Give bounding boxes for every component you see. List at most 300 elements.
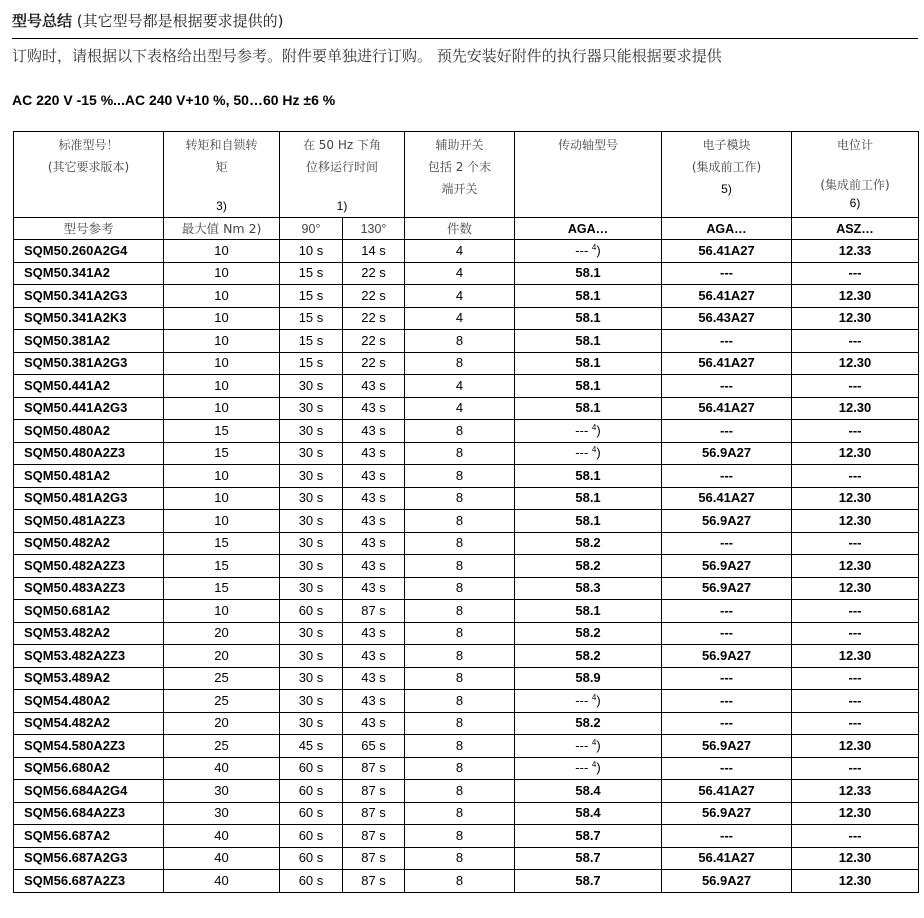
cell-shaft: 58.7 — [515, 825, 662, 848]
footnote-marker: 4 — [591, 692, 597, 702]
cell-potentiometer: 12.30 — [792, 285, 919, 308]
footnote-paren: ) — [596, 737, 601, 753]
shaft-value: --- — [575, 760, 589, 776]
cell-potentiometer: --- — [792, 465, 919, 488]
cell-torque: 10 — [164, 375, 280, 398]
table-row — [14, 330, 919, 353]
cell-switches: 8 — [405, 352, 515, 375]
col-potentiometer-line2: (集成前工作) — [820, 178, 890, 192]
cell-switches: 8 — [405, 690, 515, 713]
cell-torque: 15 — [164, 577, 280, 600]
cell-switches: 8 — [405, 780, 515, 803]
table-row — [14, 802, 919, 825]
cell-time-90: 30 s — [280, 577, 343, 600]
cell-time-90: 60 s — [280, 825, 343, 848]
cell-shaft: 58.9 — [515, 667, 662, 690]
cell-potentiometer: 12.30 — [792, 487, 919, 510]
cell-type: SQM56.684A2Z3 — [14, 802, 164, 825]
cell-time-90: 15 s — [280, 330, 343, 353]
cell-time-90: 45 s — [280, 735, 343, 758]
cell-shaft: 58.2 — [515, 622, 662, 645]
cell-module: --- — [662, 600, 792, 623]
cell-torque: 15 — [164, 442, 280, 465]
cell-shaft: 58.2 — [515, 712, 662, 735]
cell-shaft: 58.1 — [515, 510, 662, 533]
cell-module: --- — [662, 375, 792, 398]
cell-switches: 8 — [405, 645, 515, 668]
col-potentiometer-line1: 电位计 — [837, 138, 874, 152]
cell-torque: 10 — [164, 330, 280, 353]
cell-time-130: 87 s — [343, 870, 405, 893]
cell-shaft: 58.4 — [515, 780, 662, 803]
cell-potentiometer: 12.30 — [792, 735, 919, 758]
cell-shaft: 58.1 — [515, 262, 662, 285]
sub-max-torque: 最大值 Nm 2) — [164, 218, 280, 240]
cell-shaft: 58.1 — [515, 397, 662, 420]
cell-time-130: 87 s — [343, 780, 405, 803]
col-shaft — [515, 132, 662, 218]
cell-time-130: 14 s — [343, 240, 405, 263]
sub-shaft-code: AGA… — [515, 218, 662, 240]
title-divider — [12, 38, 918, 39]
cell-time-130: 43 s — [343, 645, 405, 668]
cell-switches: 4 — [405, 285, 515, 308]
cell-shaft: 58.2 — [515, 645, 662, 668]
cell-time-130: 43 s — [343, 442, 405, 465]
table-row — [14, 577, 919, 600]
col-runtime — [280, 132, 405, 218]
cell-module: --- — [662, 757, 792, 780]
cell-potentiometer: 12.30 — [792, 847, 919, 870]
cell-type: SQM56.687A2Z3 — [14, 870, 164, 893]
table-row — [14, 825, 919, 848]
cell-module: 56.9A27 — [662, 555, 792, 578]
cell-shaft: 58.1 — [515, 487, 662, 510]
cell-time-90: 60 s — [280, 870, 343, 893]
table-row — [14, 487, 919, 510]
cell-time-90: 30 s — [280, 420, 343, 443]
cell-torque: 10 — [164, 285, 280, 308]
cell-potentiometer: --- — [792, 262, 919, 285]
cell-switches: 8 — [405, 757, 515, 780]
col-torque-line1: 转矩和自锁转 — [185, 138, 258, 152]
cell-time-130: 43 s — [343, 420, 405, 443]
cell-shaft: 58.1 — [515, 307, 662, 330]
cell-time-130: 43 s — [343, 690, 405, 713]
cell-module: 56.9A27 — [662, 870, 792, 893]
cell-shaft — [515, 735, 662, 758]
cell-potentiometer: --- — [792, 375, 919, 398]
cell-torque: 25 — [164, 667, 280, 690]
cell-time-130: 43 s — [343, 397, 405, 420]
cell-module: 56.43A27 — [662, 307, 792, 330]
title-bold: 型号总结 — [12, 12, 73, 30]
cell-type: SQM56.687A2G3 — [14, 847, 164, 870]
cell-time-130: 87 s — [343, 757, 405, 780]
cell-type: SQM50.341A2 — [14, 262, 164, 285]
cell-potentiometer: 12.30 — [792, 510, 919, 533]
footnote-paren: ) — [596, 242, 601, 258]
cell-type: SQM50.441A2G3 — [14, 397, 164, 420]
cell-potentiometer: 12.30 — [792, 352, 919, 375]
cell-potentiometer: 12.30 — [792, 645, 919, 668]
cell-potentiometer: --- — [792, 420, 919, 443]
cell-time-90: 30 s — [280, 465, 343, 488]
cell-time-90: 30 s — [280, 645, 343, 668]
cell-torque: 40 — [164, 847, 280, 870]
table-row — [14, 667, 919, 690]
cell-potentiometer: --- — [792, 825, 919, 848]
cell-type: SQM50.480A2 — [14, 420, 164, 443]
table-row — [14, 690, 919, 713]
cell-switches: 4 — [405, 307, 515, 330]
cell-type: SQM50.482A2Z3 — [14, 555, 164, 578]
cell-potentiometer: --- — [792, 712, 919, 735]
cell-potentiometer: 12.33 — [792, 780, 919, 803]
cell-shaft — [515, 240, 662, 263]
table-row — [14, 442, 919, 465]
cell-switches: 4 — [405, 262, 515, 285]
cell-torque: 10 — [164, 600, 280, 623]
cell-shaft: 58.1 — [515, 465, 662, 488]
cell-time-130: 22 s — [343, 330, 405, 353]
cell-shaft — [515, 420, 662, 443]
cell-switches: 4 — [405, 375, 515, 398]
cell-time-130: 43 s — [343, 375, 405, 398]
cell-torque: 10 — [164, 262, 280, 285]
cell-time-90: 30 s — [280, 555, 343, 578]
cell-potentiometer: --- — [792, 622, 919, 645]
col-runtime-line1: 在 50 Hz 下角 — [302, 138, 382, 152]
table-row — [14, 510, 919, 533]
col-runtime-note: 1) — [336, 199, 348, 213]
cell-time-130: 43 s — [343, 667, 405, 690]
cell-type: SQM50.381A2G3 — [14, 352, 164, 375]
col-potentiometer — [792, 132, 919, 218]
sub-type-ref: 型号参考 — [14, 218, 164, 240]
cell-time-130: 22 s — [343, 307, 405, 330]
cell-switches: 8 — [405, 870, 515, 893]
table-row — [14, 465, 919, 488]
cell-time-90: 15 s — [280, 307, 343, 330]
cell-torque: 30 — [164, 780, 280, 803]
sub-count: 件数 — [405, 218, 515, 240]
cell-shaft: 58.1 — [515, 375, 662, 398]
table-header-row — [14, 132, 919, 218]
cell-shaft: 58.4 — [515, 802, 662, 825]
footnote-paren: ) — [596, 760, 601, 776]
cell-torque: 10 — [164, 352, 280, 375]
cell-time-130: 87 s — [343, 802, 405, 825]
cell-potentiometer: 12.30 — [792, 802, 919, 825]
cell-potentiometer: 12.30 — [792, 555, 919, 578]
cell-torque: 25 — [164, 735, 280, 758]
cell-torque: 10 — [164, 510, 280, 533]
cell-time-90: 60 s — [280, 757, 343, 780]
cell-type: SQM56.684A2G4 — [14, 780, 164, 803]
cell-potentiometer: 12.30 — [792, 577, 919, 600]
cell-time-90: 60 s — [280, 600, 343, 623]
cell-potentiometer: --- — [792, 330, 919, 353]
cell-time-90: 60 s — [280, 847, 343, 870]
cell-time-130: 22 s — [343, 262, 405, 285]
footnote-paren: ) — [596, 422, 601, 438]
cell-type: SQM54.480A2 — [14, 690, 164, 713]
cell-torque: 10 — [164, 307, 280, 330]
cell-time-90: 15 s — [280, 352, 343, 375]
cell-type: SQM50.681A2 — [14, 600, 164, 623]
cell-module: --- — [662, 330, 792, 353]
table-row — [14, 420, 919, 443]
col-torque — [164, 132, 280, 218]
cell-switches: 8 — [405, 712, 515, 735]
cell-switches: 8 — [405, 802, 515, 825]
cell-time-130: 43 s — [343, 622, 405, 645]
cell-type: SQM50.482A2 — [14, 532, 164, 555]
cell-torque: 20 — [164, 645, 280, 668]
table-row — [14, 307, 919, 330]
cell-type: SQM50.481A2 — [14, 465, 164, 488]
title-rest: (其它型号都是根据要求提供的) — [72, 12, 284, 30]
col-shaft-line1: 传动轴型号 — [558, 138, 619, 152]
cell-time-90: 30 s — [280, 375, 343, 398]
cell-torque: 20 — [164, 622, 280, 645]
cell-torque: 10 — [164, 397, 280, 420]
col-potentiometer-note: 6) — [849, 196, 861, 210]
cell-time-90: 30 s — [280, 487, 343, 510]
cell-time-130: 43 s — [343, 532, 405, 555]
cell-shaft: 58.1 — [515, 352, 662, 375]
col-aux-switches-line2: 包括 2 个末 — [427, 160, 492, 174]
cell-shaft: 58.2 — [515, 532, 662, 555]
cell-potentiometer: --- — [792, 532, 919, 555]
cell-switches: 8 — [405, 825, 515, 848]
cell-module: 56.9A27 — [662, 577, 792, 600]
cell-potentiometer: --- — [792, 757, 919, 780]
cell-type: SQM53.482A2Z3 — [14, 645, 164, 668]
cell-shaft — [515, 690, 662, 713]
cell-torque: 10 — [164, 465, 280, 488]
cell-potentiometer: 12.33 — [792, 240, 919, 263]
cell-module: --- — [662, 622, 792, 645]
table-row — [14, 645, 919, 668]
cell-time-90: 30 s — [280, 510, 343, 533]
shaft-value: --- — [575, 242, 589, 258]
cell-torque: 15 — [164, 555, 280, 578]
table-row — [14, 285, 919, 308]
cell-switches: 8 — [405, 510, 515, 533]
table-row — [14, 712, 919, 735]
cell-module: 56.41A27 — [662, 780, 792, 803]
cell-module: 56.41A27 — [662, 352, 792, 375]
shaft-value: --- — [575, 737, 589, 753]
cell-type: SQM50.441A2 — [14, 375, 164, 398]
col-module-line2: (集成前工作) — [691, 160, 762, 174]
cell-shaft: 58.3 — [515, 577, 662, 600]
col-standard-type-line2: (其它要求版本) — [47, 160, 130, 174]
cell-module: 56.9A27 — [662, 510, 792, 533]
cell-potentiometer: 12.30 — [792, 307, 919, 330]
cell-time-130: 22 s — [343, 352, 405, 375]
cell-switches: 8 — [405, 465, 515, 488]
cell-module: 56.41A27 — [662, 240, 792, 263]
voltage-spec: AC 220 V -15 %...AC 240 V+10 %, 50…60 Hz ±6 % — [12, 92, 336, 108]
cell-switches: 8 — [405, 555, 515, 578]
cell-switches: 8 — [405, 667, 515, 690]
shaft-value: --- — [575, 445, 589, 461]
cell-time-90: 30 s — [280, 712, 343, 735]
cell-potentiometer: --- — [792, 600, 919, 623]
table-row — [14, 375, 919, 398]
table-row — [14, 780, 919, 803]
cell-time-90: 30 s — [280, 667, 343, 690]
cell-module: 56.9A27 — [662, 645, 792, 668]
cell-time-90: 60 s — [280, 780, 343, 803]
cell-module: --- — [662, 690, 792, 713]
page-title — [12, 10, 284, 31]
cell-switches: 8 — [405, 847, 515, 870]
cell-switches: 8 — [405, 487, 515, 510]
cell-type: SQM53.482A2 — [14, 622, 164, 645]
col-module-line1: 电子模块 — [702, 138, 751, 152]
cell-torque: 20 — [164, 712, 280, 735]
cell-type: SQM50.480A2Z3 — [14, 442, 164, 465]
cell-type: SQM56.680A2 — [14, 757, 164, 780]
cell-module: --- — [662, 420, 792, 443]
col-runtime-line2: 位移运行时间 — [306, 160, 379, 174]
cell-type: SQM53.489A2 — [14, 667, 164, 690]
cell-torque: 30 — [164, 802, 280, 825]
table-row — [14, 622, 919, 645]
cell-time-130: 43 s — [343, 555, 405, 578]
intro-text: 订购时，请根据以下表格给出型号参考。附件要单独进行订购。 预先安装好附件的执行器只能根据要求提供 — [12, 47, 722, 65]
table-row — [14, 600, 919, 623]
cell-time-90: 60 s — [280, 802, 343, 825]
cell-torque: 40 — [164, 870, 280, 893]
cell-time-90: 15 s — [280, 285, 343, 308]
table-row — [14, 240, 919, 263]
cell-shaft — [515, 757, 662, 780]
cell-type: SQM54.482A2 — [14, 712, 164, 735]
cell-shaft: 58.7 — [515, 847, 662, 870]
footnote-marker: 4 — [591, 242, 597, 252]
cell-module: --- — [662, 532, 792, 555]
cell-shaft: 58.1 — [515, 330, 662, 353]
cell-torque: 15 — [164, 420, 280, 443]
table-row — [14, 532, 919, 555]
col-torque-note: 3) — [216, 199, 227, 213]
cell-time-130: 87 s — [343, 600, 405, 623]
cell-switches: 4 — [405, 397, 515, 420]
cell-module: --- — [662, 667, 792, 690]
cell-module: 56.9A27 — [662, 802, 792, 825]
cell-switches: 8 — [405, 735, 515, 758]
cell-switches: 8 — [405, 577, 515, 600]
cell-potentiometer: 12.30 — [792, 870, 919, 893]
table-row — [14, 397, 919, 420]
cell-shaft — [515, 442, 662, 465]
cell-module: 56.41A27 — [662, 847, 792, 870]
footnote-paren: ) — [596, 692, 601, 708]
cell-switches: 8 — [405, 330, 515, 353]
cell-switches: 4 — [405, 240, 515, 263]
cell-type: SQM54.580A2Z3 — [14, 735, 164, 758]
cell-time-90: 30 s — [280, 397, 343, 420]
cell-type: SQM50.481A2G3 — [14, 487, 164, 510]
cell-switches: 8 — [405, 442, 515, 465]
cell-switches: 8 — [405, 532, 515, 555]
cell-time-90: 30 s — [280, 442, 343, 465]
cell-module: 56.9A27 — [662, 442, 792, 465]
footnote-marker: 4 — [591, 760, 597, 770]
cell-potentiometer: --- — [792, 690, 919, 713]
cell-type: SQM56.687A2 — [14, 825, 164, 848]
cell-torque: 40 — [164, 757, 280, 780]
cell-type: SQM50.341A2G3 — [14, 285, 164, 308]
footnote-paren: ) — [596, 445, 601, 461]
cell-torque: 10 — [164, 487, 280, 510]
cell-type: SQM50.260A2G4 — [14, 240, 164, 263]
cell-torque: 25 — [164, 690, 280, 713]
sub-module-code: AGA… — [662, 218, 792, 240]
cell-module: 56.9A27 — [662, 735, 792, 758]
cell-torque: 10 — [164, 240, 280, 263]
cell-type: SQM50.381A2 — [14, 330, 164, 353]
table-row — [14, 847, 919, 870]
col-aux-switches-line1: 辅助开关 — [435, 138, 484, 152]
cell-time-130: 43 s — [343, 712, 405, 735]
col-standard-type-line1: 标准型号！ — [58, 138, 119, 152]
cell-time-90: 30 s — [280, 532, 343, 555]
cell-shaft: 58.7 — [515, 870, 662, 893]
cell-module: 56.41A27 — [662, 397, 792, 420]
cell-shaft: 58.1 — [515, 600, 662, 623]
cell-torque: 40 — [164, 825, 280, 848]
col-aux-switches — [405, 132, 515, 218]
cell-type: SQM50.341A2K3 — [14, 307, 164, 330]
shaft-value: --- — [575, 692, 589, 708]
cell-shaft: 58.2 — [515, 555, 662, 578]
cell-time-130: 87 s — [343, 825, 405, 848]
sub-90deg: 90° — [280, 218, 343, 240]
col-standard-type — [14, 132, 164, 218]
table-row — [14, 352, 919, 375]
cell-time-90: 15 s — [280, 262, 343, 285]
table-subheader-row — [14, 218, 919, 240]
sub-130deg: 130° — [343, 218, 405, 240]
cell-time-130: 43 s — [343, 510, 405, 533]
footnote-marker: 4 — [591, 445, 597, 455]
cell-potentiometer: --- — [792, 667, 919, 690]
cell-time-90: 10 s — [280, 240, 343, 263]
cell-time-130: 87 s — [343, 847, 405, 870]
cell-torque: 15 — [164, 532, 280, 555]
footnote-marker: 4 — [591, 422, 597, 432]
cell-time-130: 65 s — [343, 735, 405, 758]
cell-time-90: 30 s — [280, 690, 343, 713]
col-module-note: 5) — [721, 182, 732, 196]
table-row — [14, 757, 919, 780]
cell-potentiometer: 12.30 — [792, 397, 919, 420]
cell-module: 56.41A27 — [662, 487, 792, 510]
cell-module: --- — [662, 262, 792, 285]
table-row — [14, 735, 919, 758]
cell-time-130: 43 s — [343, 487, 405, 510]
model-table — [13, 131, 919, 893]
cell-time-90: 30 s — [280, 622, 343, 645]
col-torque-line2: 矩 — [215, 160, 228, 174]
table-row — [14, 870, 919, 893]
